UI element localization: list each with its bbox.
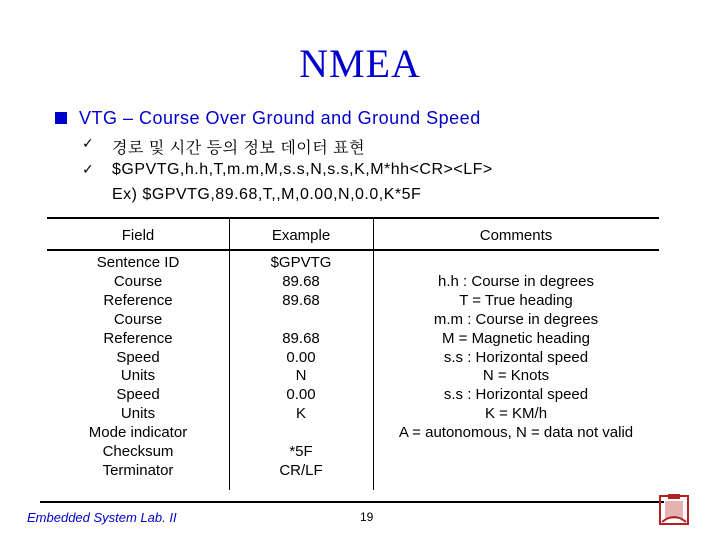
field-cells <box>47 254 229 481</box>
field-cell: Speed <box>116 348 160 366</box>
comment-cell: N = Knots <box>482 367 550 385</box>
university-logo-icon <box>654 492 694 528</box>
field-cell: Units <box>120 405 156 423</box>
field-cell: Reference <box>103 329 173 347</box>
comment-cell: T = True heading <box>459 291 573 309</box>
example-cell: 89.68 <box>282 291 320 309</box>
comment-cell: m.m : Course in degrees <box>433 310 599 328</box>
example-line: Ex) $GPVTG,89.68,T,,M,0.00,N,0.0,K*5F <box>112 186 422 203</box>
page-number: 19 <box>360 510 374 524</box>
comment-cell: s.s : Horizontal speed <box>443 386 589 404</box>
example-header: Example <box>271 227 331 244</box>
example-cell: 89.68 <box>282 329 320 347</box>
field-column <box>47 217 229 490</box>
comment-cell: K = KM/h <box>484 405 548 423</box>
example-cell: N <box>295 367 307 385</box>
field-cell: Course <box>113 272 163 290</box>
field-cell: Units <box>120 367 156 385</box>
comment-cell <box>373 443 659 462</box>
vtg-field-table <box>47 217 659 490</box>
example-cell <box>229 311 373 330</box>
example-cell: 0.00 <box>286 386 316 404</box>
field-cell: Checksum <box>102 443 174 461</box>
sub-bullet-text: $GPVTG,h.h,T,m.m,M,s.s,N,s.s,K,M*hh<CR><LF> <box>112 161 493 178</box>
comment-cell: M = Magnetic heading <box>441 329 590 347</box>
example-cell: CR/LF <box>279 461 323 479</box>
example-cell: 89.68 <box>282 272 320 290</box>
main-bullet-text: VTG – Course Over Ground and Ground Speed <box>79 108 481 128</box>
field-cell: Sentence ID <box>96 254 180 271</box>
example-cell: 0.00 <box>286 348 316 366</box>
example-cells <box>229 254 373 481</box>
comment-cell: h.h : Course in degrees <box>438 272 594 290</box>
checkmark-icon: ✓ <box>82 161 95 177</box>
comment-cell <box>373 254 659 273</box>
comments-cells <box>373 254 659 481</box>
field-cell: Mode indicator <box>88 424 188 442</box>
comment-cell: A = autonomous, N = data not valid <box>398 424 634 442</box>
field-cell: Speed <box>116 386 160 404</box>
example-cell <box>229 424 373 443</box>
example-cell: $GPVTG <box>270 254 332 271</box>
comment-cell: s.s : Horizontal speed <box>443 348 589 366</box>
checkmark-icon: ✓ <box>82 135 95 151</box>
square-bullet-icon <box>55 112 67 124</box>
example-cell: *5F <box>289 443 313 461</box>
slide-title: NMEA <box>299 41 421 86</box>
sub-bullet-text: 경로 및 시간 등의 정보 데이터 표현 <box>112 140 366 157</box>
example-cell: K <box>295 405 306 423</box>
comments-header: Comments <box>479 227 553 244</box>
field-cell: Course <box>113 310 163 328</box>
footer-lab-name: Embedded System Lab. II <box>27 510 177 525</box>
field-header: Field <box>121 227 155 244</box>
footer-rule <box>40 501 664 503</box>
field-cell: Terminator <box>102 461 174 479</box>
comment-cell <box>373 462 659 481</box>
comments-column <box>373 217 659 490</box>
field-cell: Reference <box>103 291 173 309</box>
example-column <box>229 217 373 490</box>
